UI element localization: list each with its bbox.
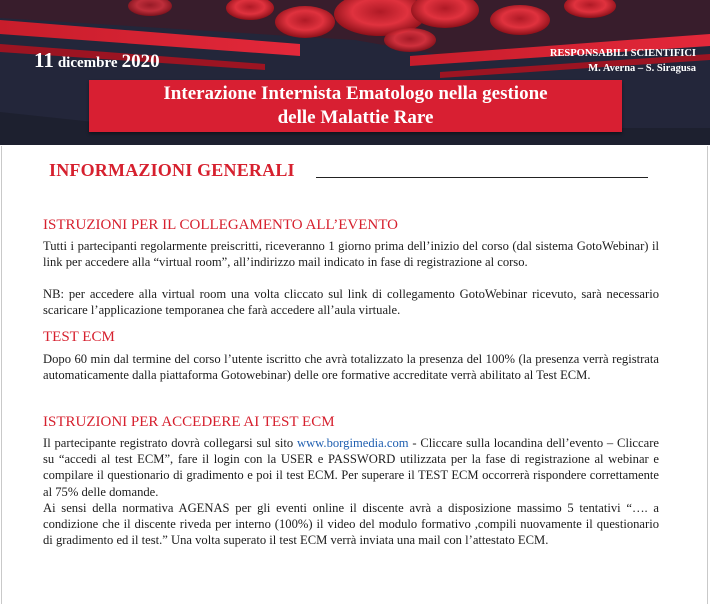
scientific-leads-names: M. Averna – S. Siragusa <box>588 63 696 74</box>
event-title-line2: delle Malattie Rare <box>277 107 434 128</box>
connection-paragraph-2: NB: per accedere alla virtual room una volta cliccato sul link di collegamento GotoWebinar ricevuto, sarà necessario scaricare l’applicazione temporanea che farà accedere all’aula virtuale. <box>43 287 659 318</box>
event-header <box>0 0 710 145</box>
date-month: dicembre <box>57 55 118 71</box>
scientific-leads <box>550 46 696 76</box>
section-title-test-ecm: TEST ECM <box>43 329 115 345</box>
date-day: 11 <box>34 48 54 72</box>
test-ecm-paragraph: Dopo 60 min dal termine del corso l’utente iscritto che avrà totalizzato la presenza del 100% (la presenza verrà registrata automaticamente dalla piattaforma Gotowebinar) delle ore formative accreditate verrà abilitato al Test ECM. <box>43 352 659 383</box>
general-info-heading: INFORMAZIONI GENERALI <box>49 160 295 180</box>
connection-paragraph-1: Tutti i partecipanti regolarmente preiscritti, riceveranno 1 giorno prima dell’inizio del corso (dal sistema GotoWebinar) il link per accedere alla “virtual room”, all’indirizzo mail indicato in fase di registrazione al corso. <box>43 239 659 270</box>
section-title-access-test: ISTRUZIONI PER ACCEDERE AI TEST ECM <box>43 414 335 430</box>
access-test-paragraph-1 <box>43 435 659 500</box>
scientific-leads-label: RESPONSABILI SCIENTIFICI <box>549 48 696 59</box>
event-title-line1: Interazione Internista Ematologo nella gestione <box>163 83 548 104</box>
section-title-connection: ISTRUZIONI PER IL COLLEGAMENTO ALL’EVENTO <box>43 217 398 233</box>
access-text-after-link: - Cliccare sulla locandina dell’evento – Cliccare su “accedi al test ECM”, fare il login con la USER e PASSWORD utilizzata per la fase di registrazione al webinar e compilare il questionario di gradimento e poi il test ECM. Per superare il TEST ECM occorrerà rispondere correttamente al 75% delle domande. <box>43 436 659 499</box>
event-title-banner <box>89 80 622 132</box>
date-year: 2020 <box>121 51 160 72</box>
access-text-before-link: Il partecipante registrato dovrà collegarsi sul sito <box>43 436 297 450</box>
heading-rule-divider <box>316 177 648 178</box>
event-date <box>34 48 160 73</box>
borgimedia-link[interactable]: www.borgimedia.com <box>296 436 409 450</box>
access-test-paragraph-2: Ai sensi della normativa AGENAS per gli eventi online il discente avrà a disposizione massimo 5 tentativi “…. a condizione che il discente riveda per interno (100%) il video del modulo formativo ,compili nuovamente il questionario di gradimento ed il test.” Una volta superato il test ECM verrà inviata una mail con l’attestato ECM. <box>43 501 659 548</box>
